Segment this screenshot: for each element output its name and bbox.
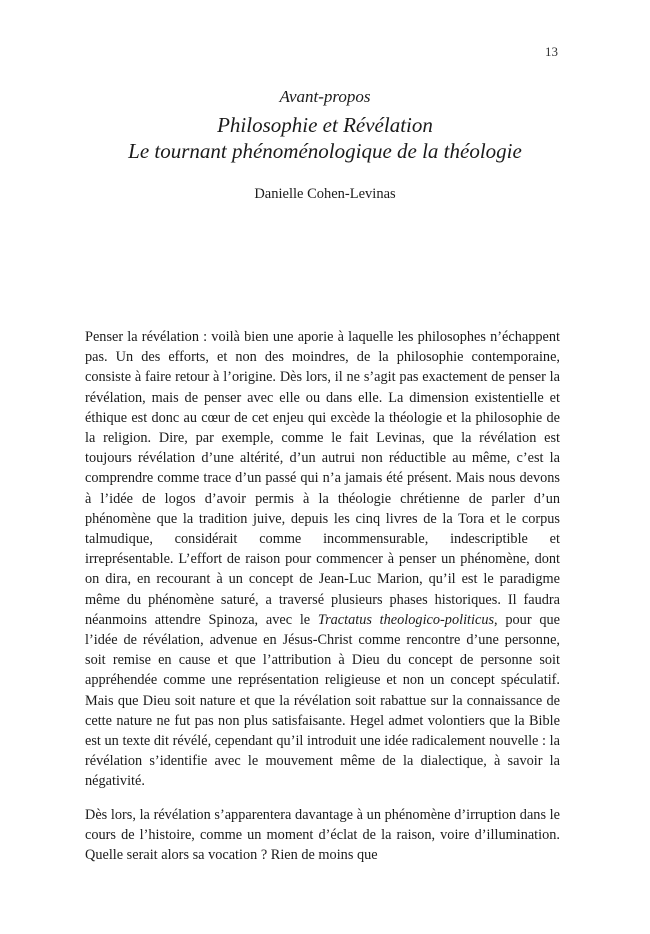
chapter-kicker: Avant-propos	[279, 87, 371, 106]
paragraph-2-run-1: Dès lors, la révélation s’apparentera davantage à un phénomène d’irruption dans le cours de l’histoire, comme un moment d’éclat de la raison, voire d’illumination. Quelle serait alors sa vocation ? Rien de moins que	[85, 806, 560, 864]
paragraph-1-run-1: Penser la révélation : voilà bien une aporie à laquelle les philosophes n’échappent pas. Un des efforts, et non des moindres, de la philosophie contemporaine, consiste à faire retour à l’origine. Dès lors, il ne s’agit pas exactement de penser la révélation, mais de penser avec elle ou dans elle. La dimension existentielle et éthique est donc au cœur de cet enjeu qui excède la théologie et la philosophie de la religion. Dire, par exemple, comme le fait Levinas, que la révélation est toujours révélation d’une altérité, d’un autrui non réductible au même, c’est la comprendre comme trace d’un passé qui n’a jamais été présent. Mais nous devons à l’idée de logos d’avoir permis à la théologie chrétienne de parler d’un phénomène que la tradition juive, depuis les cinq livres de la Tora et le corpus talmudique, considérait comme incommensurable, indescriptible et irreprésentable. L’effort de raison pour commencer à penser un phénomène, dont on dira, en recourant à un concept de Jean-Luc Marion, qu’il est le paradigme même du phénomène saturé, a traversé plusieurs phases historiques. Il faudra néanmoins attendre Spinoza, avec le	[85, 329, 560, 628]
chapter-title: Philosophie et Révélation	[217, 113, 433, 137]
book-title-tractatus: Tractatus theologico-politicus	[317, 611, 495, 628]
author-name: Danielle Cohen-Levinas	[254, 186, 396, 202]
chapter-header	[0, 86, 650, 204]
paragraph-1-run-3: , pour que l’idée de révélation, advenue en Jésus-Christ comme rencontre d’une personne, soit remise en cause et que l’attribution à Dieu du concept de personne soit appréhendée comme une représentation religieuse et non un concept spéculatif. Mais que Dieu soit nature et que la révélation soit rabattue sur la connaissance de cette nature ne fut pas non plus satisfaisante. Hegel admet volontiers que la Bible est un texte dit révélé, cependant qu’il introduit une idée radicalement nouvelle : la révélation s’identifie avec le mouvement même de la dialectique, à savoir la négativité.	[85, 611, 560, 790]
chapter-subtitle: Le tournant phénoménologique de la théologie	[128, 139, 522, 163]
body-paragraph-1	[85, 327, 560, 792]
page-number: 13	[545, 44, 558, 59]
body-text	[85, 327, 560, 865]
body-paragraph-2	[85, 805, 560, 866]
